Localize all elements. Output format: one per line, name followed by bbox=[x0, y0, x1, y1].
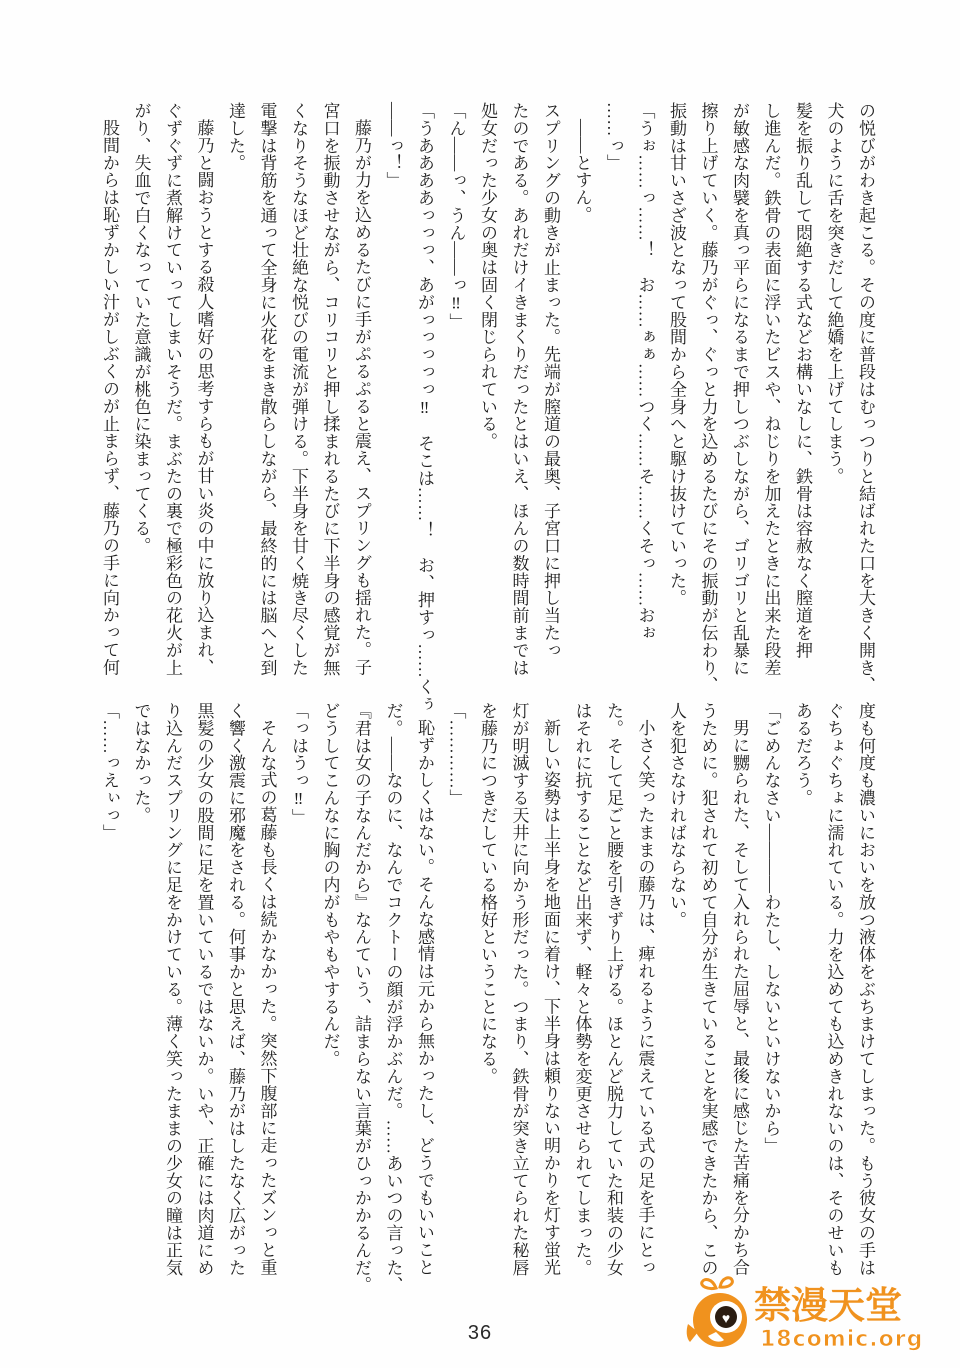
text-column: ではなかった。 bbox=[131, 702, 151, 824]
text-column: ぐちょぐちょに濡れている。力を込めても込めきれないのは、そのせいも bbox=[824, 702, 844, 1277]
text-column: 髪を振り乱して悶絶する式などお構いなしに、鉄骨は容赦なく膣道を押 bbox=[793, 102, 812, 659]
text-column: 男に嬲られた、そして入れられた屈辱と、最後に感じた苦痛を分かち合 bbox=[730, 719, 749, 1277]
text-column: うために。犯されて初めて自分が生きていることを実感できたから、この bbox=[698, 702, 718, 1277]
text-column: だ。――なのに、なんでコクトーの顔が浮かぶんだ。……あいつの言った、 bbox=[383, 702, 403, 1294]
text-column: ――っ！」 bbox=[383, 102, 403, 189]
text-column: 度も何度も濃いにおいを放つ液体をぶちまけてしまった。もう彼女の手は bbox=[856, 702, 875, 1277]
text-column: どうしてこんなに胸の内がもやもやするんだ。 bbox=[320, 702, 340, 1068]
text-column: 「うああああっっっ、あがっっっっっ‼ そこは……！ お、押すっ……くぅ bbox=[415, 102, 434, 713]
text-column: 宮口を振動させながら、コリコリと押し揉まれるたびに下半身の感覚が無 bbox=[320, 102, 340, 677]
whale-mascot-icon bbox=[687, 1278, 747, 1347]
watermark-site-name: 禁漫天堂 bbox=[754, 1284, 902, 1327]
text-column: を藤乃につきだしている格好ということになる。 bbox=[478, 702, 497, 1085]
text-column: ――とすん。 bbox=[572, 119, 592, 224]
text-column: 「……っえぃっ」 bbox=[100, 702, 119, 842]
text-column: 犬のように舌を突きだして絶嬌を上げてしまう。 bbox=[824, 102, 844, 485]
text-column: 新しい姿勢は上半身を地面に着け、下半身は頼りない明かりを灯す蛍光 bbox=[541, 719, 560, 1277]
text-column: 人を犯さなければならない。 bbox=[667, 702, 686, 929]
text-column: 「ん――っ、うん――っ‼」 bbox=[446, 102, 466, 331]
watermark-site-url: 18comic.org bbox=[760, 1327, 924, 1352]
text-column: 小さく笑ったままの藤乃は、痺れるように震えている式の足を手にとっ bbox=[635, 719, 655, 1277]
text-column: 股間からは恥ずかしい汁がしぶくのが止まらず、藤乃の手に向かって何 bbox=[100, 119, 119, 677]
text-column: がり、失血で白くなっていた意識が桃色に染まってくる。 bbox=[131, 102, 151, 555]
text-column: 藤乃が力を込めるたびに手がぷるぷると震え、スプリングも揺れた。子 bbox=[352, 119, 371, 677]
text-column: が敏感な肉襞を真っ平らになるまで押しつぶしながら、ゴリゴリと乱暴に bbox=[730, 102, 749, 677]
text-column: た。そして足ごと腰を引きずり上げる。ほとんど脱力していた和装の少女 bbox=[604, 702, 623, 1277]
text-column: はそれに抗することなど出来ず、軽々と体勢を変更させられてしまった。 bbox=[572, 702, 592, 1277]
text-column: 「っはうっ‼」 bbox=[289, 702, 308, 826]
text-column: の悦びがわき起こる。その度に普段はむっつりと結ばれた口を大きく開き、 bbox=[856, 102, 875, 694]
text-column: り込んだスプリングに足をかけている。薄く笑ったままの少女の瞳は正気 bbox=[163, 702, 182, 1277]
text-column: 『君は女の子なんだから』なんていう、詰まらない言葉がひっかかるんだ。 bbox=[352, 702, 371, 1294]
text-column: あるだろう。 bbox=[793, 702, 812, 807]
text-column: 「…………」 bbox=[446, 702, 466, 807]
text-column: 擦り上げていく。藤乃がぐっ、ぐっと力を込めるたびにその振動が伝わり、 bbox=[698, 102, 718, 694]
text-column: 処女だった少女の奥は固く閉じられている。 bbox=[478, 102, 497, 450]
text-column: 振動は甘いさざ波となって股間から全身へと駆け抜けていった。 bbox=[667, 102, 686, 607]
text-column: ……っ」 bbox=[604, 102, 623, 172]
text-column: 「ごめんなさい――――わたし、しないといけないから」 bbox=[761, 702, 781, 1155]
top-text-block bbox=[87, 102, 875, 717]
text-column: 電撃は背筋を通って全身に火花をまき散らしながら、最終的には脳へと到 bbox=[257, 102, 277, 677]
text-column: く響く激震に邪魔をされる。何事かと思えば、藤乃がはしたなく広がった bbox=[226, 702, 245, 1277]
text-column: そんな式の葛藤も長くは続かなかった。突然下腹部に走ったズンっと重 bbox=[257, 719, 277, 1277]
text-column: スプリングの動きが止まった。先端が膣道の最奥、子宮口に押し当たっ bbox=[541, 102, 560, 659]
text-column: 藤乃と闘おうとする殺人嗜好の思考すらもが甘い炎の中に放り込まれ、 bbox=[194, 119, 214, 677]
text-column: くなりそうなほど壮絶な悦びの電流が弾ける。下半身を甘く焼き尽くした bbox=[289, 102, 308, 677]
text-column: 「うぉ……っ……！ お……ぁぁ……つく……そ……くそっ……おぉ bbox=[635, 102, 655, 642]
text-column: ぐずぐずに煮解けていってしまいそうだ。まぶたの裏で極彩色の花火が上 bbox=[163, 102, 182, 677]
text-column: 達した。 bbox=[226, 102, 245, 172]
text-column: し進んだ。鉄骨の表面に浮いたビスや、ねじりを加えたときに出来た段差 bbox=[761, 102, 781, 677]
bottom-text-block bbox=[87, 702, 875, 1317]
text-column: たのである。あれだけイきまくりだったとはいえ、ほんの数時間前までは bbox=[509, 102, 529, 677]
heart-eye-icon: ♥ bbox=[721, 1312, 731, 1327]
watermark-logo bbox=[686, 1270, 948, 1362]
text-column: 恥ずかしくはない。そんな感情は元から無かったし、どうでもいいこと bbox=[415, 719, 434, 1277]
text-column: 黒髪の少女の股間に足を置いているではないか。いや、正確には肉道にめ bbox=[194, 702, 214, 1277]
page-number: 36 bbox=[467, 1322, 493, 1344]
text-column: 灯が明滅する天井に向かう形だった。つまり、鉄骨が突き立てられた秘唇 bbox=[509, 702, 529, 1277]
